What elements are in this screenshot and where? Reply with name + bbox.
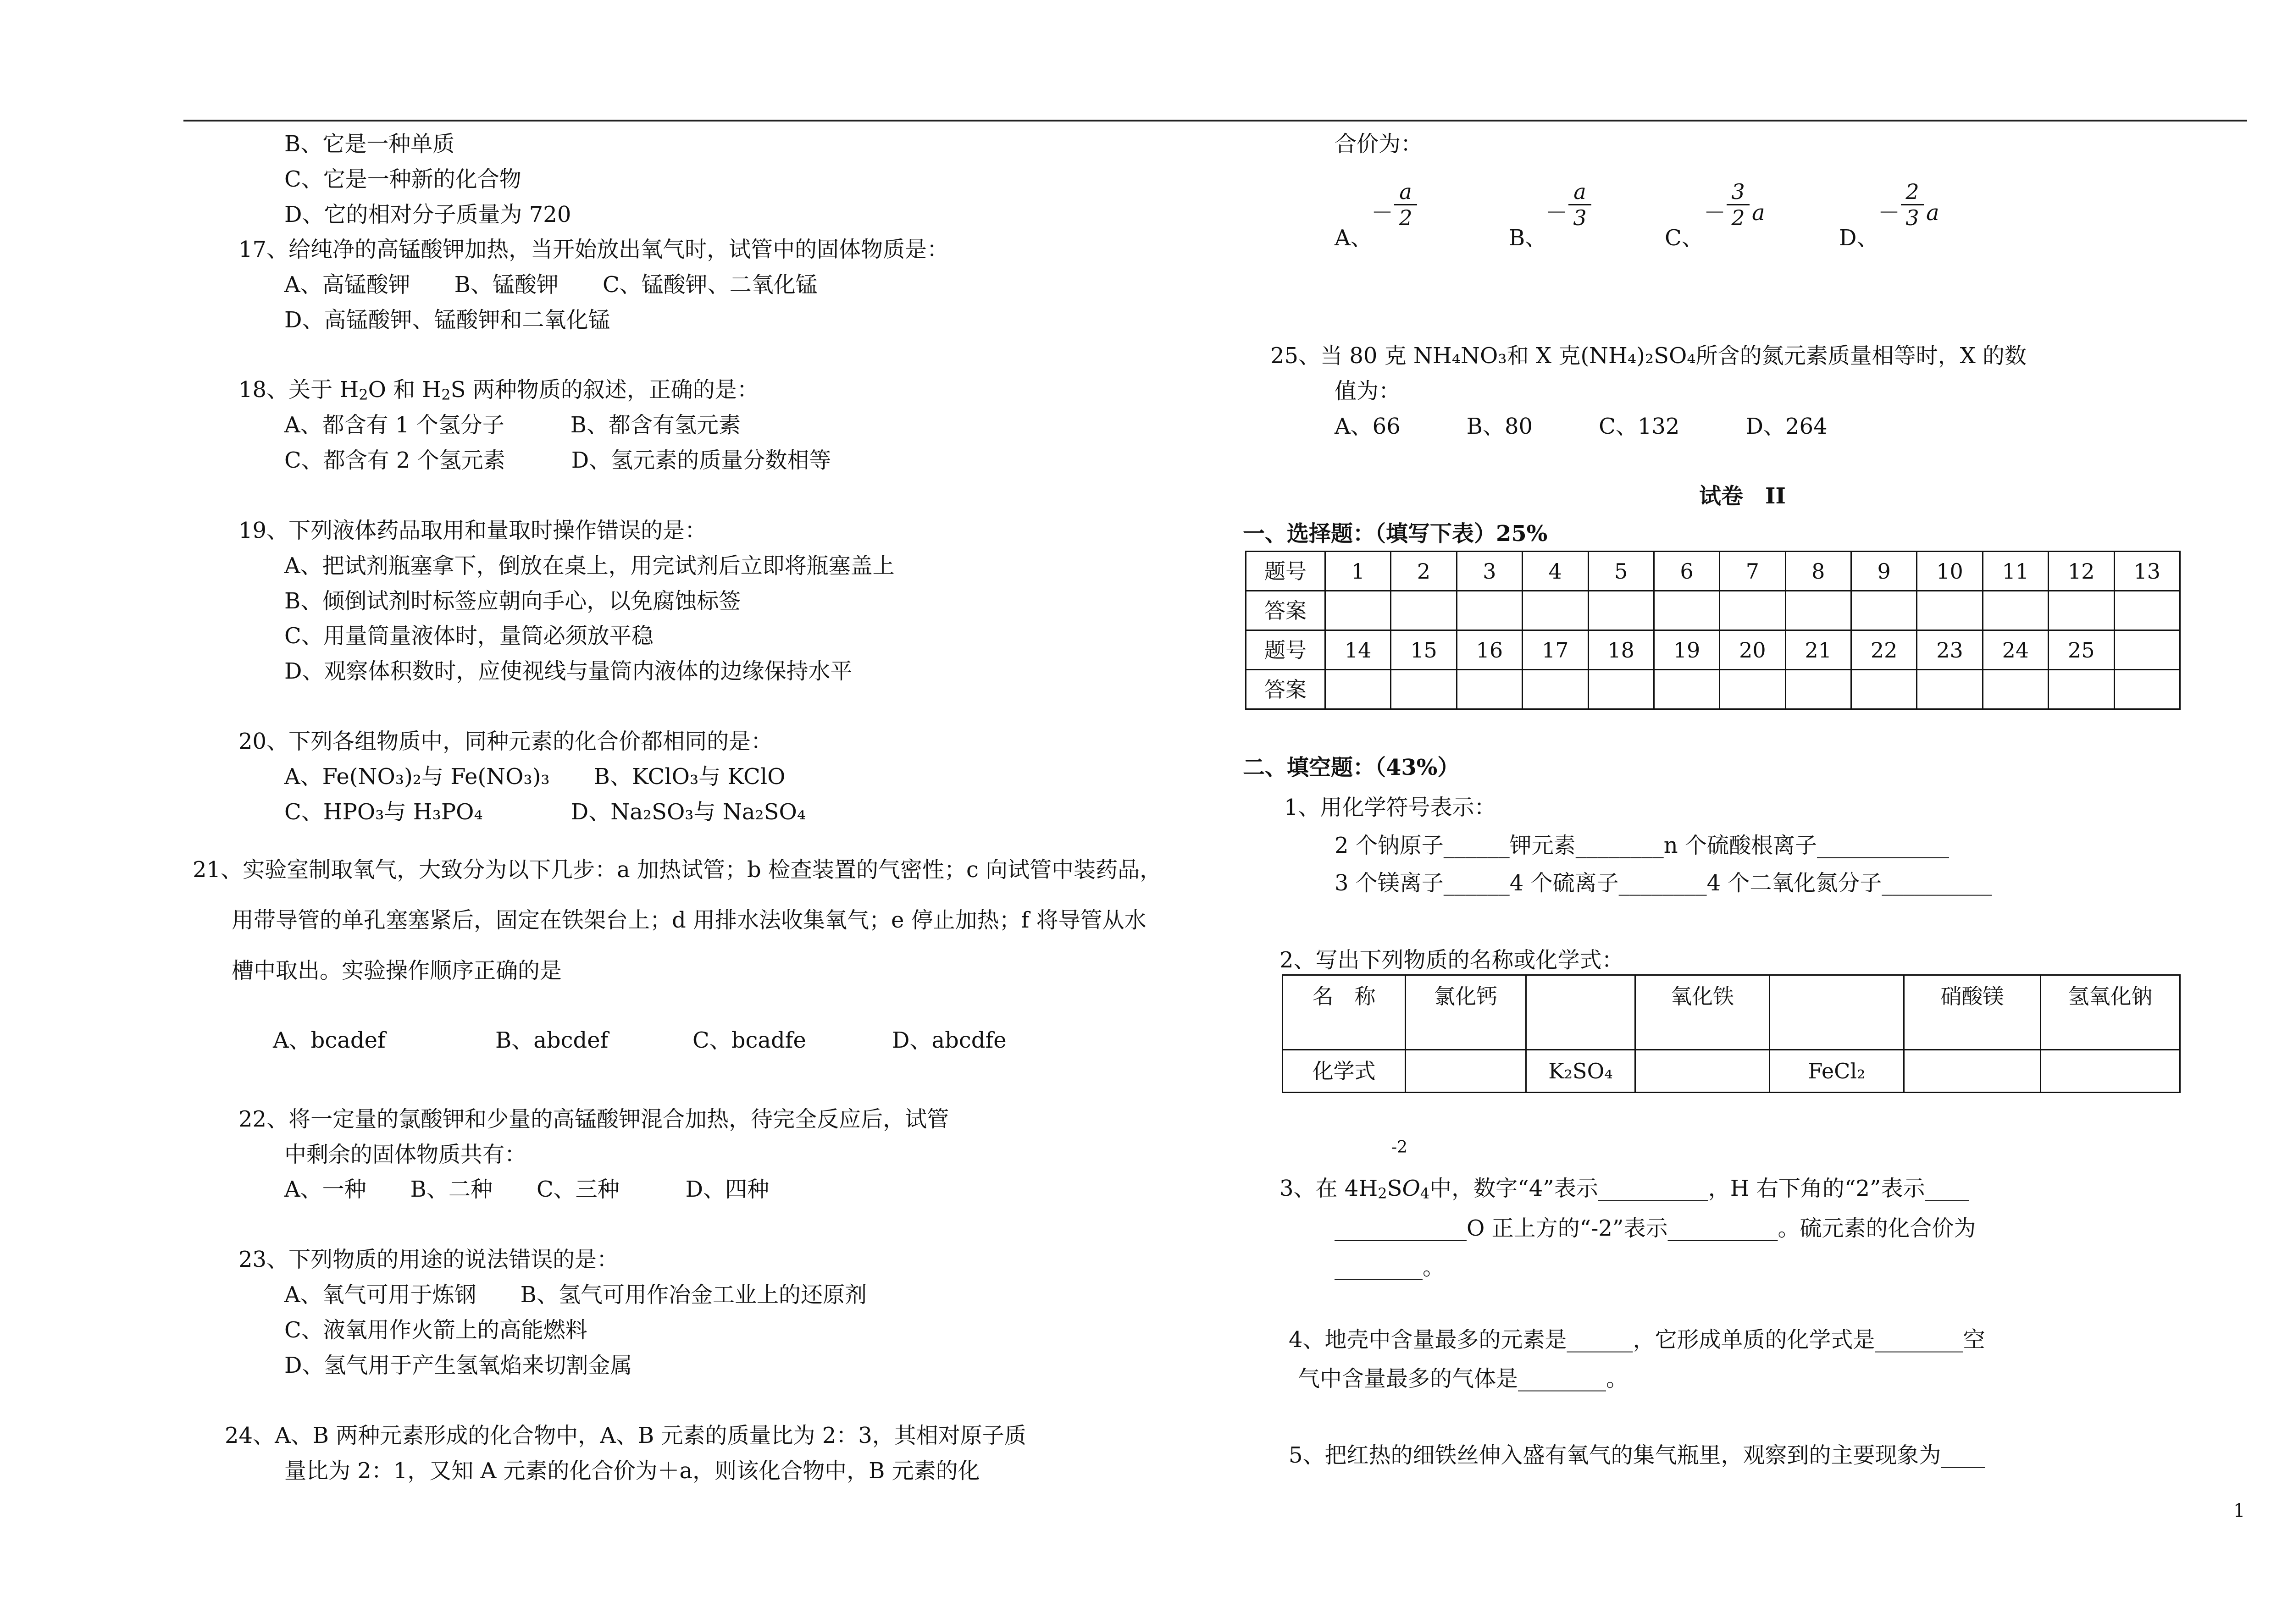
q24-option-b-sign: － [1545,200,1568,226]
formula-cell: FeCl₂ [1770,1050,1904,1093]
answer-cell[interactable] [1917,591,1983,630]
grid-number-cell: 22 [1851,630,1917,670]
formula-cell[interactable] [2041,1050,2180,1093]
fill-q3-charge-label: -2 [1391,1138,1408,1157]
formula-cell[interactable] [1406,1050,1526,1093]
formula-cell: K₂SO₄ [1526,1050,1635,1093]
names-formula-table [1282,974,2181,1093]
answer-cell[interactable] [1720,670,1785,709]
fill-q4-line2: 气中含量最多的气体是________。 [1298,1366,1628,1392]
grid-row-answers-1 [1246,591,2180,630]
grid-number-cell: 1 [1325,552,1391,591]
formula-cell[interactable] [1635,1050,1770,1093]
grid-number-cell: 3 [1457,552,1522,591]
grid-label-question: 题号 [1246,630,1325,670]
names-cell[interactable] [1526,975,1635,1050]
names-cell: 氯化钙 [1406,975,1526,1050]
q24-option-b-fraction: a 3 [1568,181,1591,228]
q23-options-line2: C、液氧用作火箭上的高能燃料 [284,1317,587,1343]
grid-number-cell: 21 [1785,630,1851,670]
q24-option-d-sign: － [1878,200,1900,226]
q24-option-d-fraction: 2 3 [1901,181,1924,228]
fill-q3-line3: ________。 [1335,1254,1445,1280]
formula-row [1283,1050,2180,1093]
q25-line2: 值为： [1335,378,1401,404]
q20-options-line2: C、HPO₃与 H₃PO₄ D、Na₂SO₃与 Na₂SO₄ [284,799,806,825]
grid-number-cell [2114,630,2180,670]
answer-cell[interactable] [1851,670,1917,709]
q17-options-line2: D、高锰酸钾、锰酸钾和二氧化锰 [284,307,610,333]
answer-cell[interactable] [1391,591,1457,630]
names-cell: 硝酸镁 [1904,975,2041,1050]
q19-option-c: C、用量筒量液体时，量筒必须放平稳 [284,623,654,649]
fill-q4-line1: 4、地壳中含量最多的元素是______，它形成单质的化学式是________空 [1289,1327,1985,1353]
formula-cell: 化学式 [1283,1050,1406,1093]
grid-label-answer: 答案 [1246,591,1325,630]
q17-stem: 17、给纯净的高锰酸钾加热，当开始放出氧气时，试管中的固体物质是： [238,237,949,262]
grid-row-question-numbers-2 [1246,630,2180,670]
answer-cell[interactable] [1523,670,1588,709]
q24-line1: 24、A、B 两种元素形成的化合物中，A、B 元素的质量比为 2：3，其相对原子质 [225,1423,1026,1448]
section-2-heading: 二、填空题：（43%） [1243,755,1460,780]
section-1-heading: 一、选择题：（填写下表）25% [1243,521,1548,547]
answer-cell[interactable] [1983,591,2048,630]
q23-options-line1: A、氧气可用于炼钢 B、氢气可用作冶金工业上的还原剂 [284,1282,867,1308]
grid-number-cell: 6 [1654,552,1719,591]
grid-number-cell: 17 [1523,630,1588,670]
q24-option-a-sign: － [1371,200,1394,226]
header-rule [183,120,2247,122]
q21-line1: 21、实验室制取氧气，大致分为以下几步：a 加热试管；b 检查装置的气密性；c 向试管中装药品， [193,857,1162,883]
grid-number-cell: 18 [1588,630,1654,670]
grid-row-answers-2 [1246,670,2180,709]
answer-cell[interactable] [1720,591,1785,630]
formula-cell[interactable] [1904,1050,2041,1093]
q22-options: A、一种 B、二种 C、三种 D、四种 [284,1177,770,1202]
answer-cell[interactable] [1391,670,1457,709]
q24-line2: 量比为 2：1，又知 A 元素的化合价为＋a，则该化合物中，B 元素的化 [284,1458,980,1484]
grid-number-cell: 16 [1457,630,1522,670]
q24-option-d-label: D、 [1839,225,1879,251]
page-number: 1 [2233,1500,2245,1521]
grid-number-cell: 8 [1785,552,1851,591]
q20-stem: 20、下列各组物质中，同种元素的化合价都相同的是： [238,729,773,754]
grid-number-cell: 15 [1391,630,1457,670]
answer-cell[interactable] [1983,670,2048,709]
answer-cell[interactable] [1457,591,1522,630]
names-cell: 氧化铁 [1635,975,1770,1050]
q21-line2: 用带导管的单孔塞塞紧后，固定在铁架台上；d 用排水法收集氧气；e 停止加热；f 将导管从水 [232,907,1146,933]
q17-options-line1: A、高锰酸钾 B、锰酸钾 C、锰酸钾、二氧化锰 [284,272,818,298]
names-row [1283,975,2180,1050]
fill-q3-line2: ____________O 正上方的“-2”表示__________。硫元素的化合价为 [1335,1215,1976,1241]
q24-option-a-fraction: a 2 [1394,181,1417,228]
answer-cell[interactable] [2049,591,2114,630]
q24-option-c-label: C、 [1665,225,1704,251]
q21-option-a: A、bcadef [273,1027,386,1053]
fill-q1-line1: 2 个钠原子______钾元素________n 个硫酸根离子____________ [1335,833,1949,858]
names-cell: 氢氧化钠 [2041,975,2180,1050]
grid-number-cell: 5 [1588,552,1654,591]
grid-number-cell: 4 [1523,552,1588,591]
grid-row-question-numbers-1 [1246,552,2180,591]
answer-cell[interactable] [1654,591,1719,630]
q22-line2: 中剩余的固体物质共有： [284,1142,527,1167]
q19-stem: 19、下列液体药品取用和量取时操作错误的是： [238,518,707,543]
names-cell[interactable] [1770,975,1904,1050]
q21-option-d: D、abcdfe [892,1027,1007,1053]
q24-option-c-sign: － [1704,200,1726,226]
q24-option-a-label: A、 [1335,225,1373,251]
grid-label-answer: 答案 [1246,670,1325,709]
answer-cell[interactable] [1785,670,1851,709]
q24-continuation: 合价为： [1335,131,1423,157]
q21-option-c: C、bcadfe [692,1027,806,1053]
q20-options-line1: A、Fe(NO₃)₂与 Fe(NO₃)₃ B、KClO₃与 KClO [284,764,786,790]
grid-number-cell: 11 [1983,552,2048,591]
grid-label-question: 题号 [1246,552,1325,591]
names-cell: 名 称 [1283,975,1406,1050]
grid-number-cell: 19 [1654,630,1719,670]
answer-cell[interactable] [2049,670,2114,709]
q24-option-c-var: a [1752,200,1765,226]
grid-number-cell: 10 [1917,552,1983,591]
answer-cell[interactable] [2114,591,2180,630]
q23-stem: 23、下列物质的用途的说法错误的是： [238,1247,619,1272]
q18-options-line1: A、都含有 1 个氢分子 B、都含有氢元素 [284,412,741,438]
grid-number-cell: 2 [1391,552,1457,591]
answer-cell[interactable] [1588,670,1654,709]
answer-cell[interactable] [2114,670,2180,709]
grid-number-cell: 7 [1720,552,1785,591]
answer-cell[interactable] [1785,591,1851,630]
answer-cell[interactable] [1325,670,1391,709]
fill-q5-line1: 5、把红热的细铁丝伸入盛有氧气的集气瓶里，观察到的主要现象为____ [1289,1442,1985,1468]
grid-number-cell: 12 [2049,552,2114,591]
fill-q3-line1: 3、在 $4H_2SO_4$中，数字“4”表示__________，H 右下角的“2”表示____ [1279,1176,1969,1202]
answer-cell[interactable] [1917,670,1983,709]
fill-q1-stem: 1、用化学符号表示： [1284,795,1496,820]
q16-option-c: C、它是一种新的化合物 [284,166,521,192]
answer-cell[interactable] [1851,591,1917,630]
grid-number-cell: 25 [2049,630,2114,670]
answer-cell[interactable] [1588,591,1654,630]
paper-ii-title: 试卷 II [1699,483,1786,509]
q21-line3: 槽中取出。实验操作顺序正确的是 [232,958,562,983]
answer-cell[interactable] [1325,591,1391,630]
q24-option-b-label: B、 [1509,225,1547,251]
q16-option-d: D、它的相对分子质量为 720 [284,202,571,227]
q18-stem: 18、关于 $H_2O$ 和 $H_2S$ 两种物质的叙述，正确的是： [238,377,759,403]
fill-q1-line2: 3 个镁离子______4 个硫离子________4 个二氧化氮分子__________ [1335,870,1992,896]
q16-option-b: B、它是一种单质 [284,131,455,157]
grid-number-cell: 13 [2114,552,2180,591]
q22-line1: 22、将一定量的氯酸钾和少量的高锰酸钾混合加热，待完全反应后，试管 [238,1106,949,1132]
q19-option-a: A、把试剂瓶塞拿下，倒放在桌上，用完试剂后立即将瓶塞盖上 [284,553,895,579]
answer-grid-table [1245,551,2181,710]
answer-cell[interactable] [1523,591,1588,630]
grid-number-cell: 20 [1720,630,1785,670]
q19-option-d: D、观察体积数时，应使视线与量筒内液体的边缘保持水平 [284,658,853,684]
q25-line1: 25、当 80 克 NH₄NO₃和 X 克(NH₄)₂SO₄所含的氮元素质量相等时，X 的数 [1270,343,2027,369]
q24-option-d-var: a [1926,200,1939,226]
grid-number-cell: 24 [1983,630,2048,670]
q21-option-b: B、abcdef [495,1027,609,1053]
grid-number-cell: 23 [1917,630,1983,670]
answer-cell[interactable] [1654,670,1719,709]
q24-option-c-fraction: 3 2 [1727,181,1750,228]
grid-number-cell: 14 [1325,630,1391,670]
answer-cell[interactable] [1457,670,1522,709]
q25-options: A、66 B、80 C、132 D、264 [1335,414,1828,439]
q19-option-b: B、倾倒试剂时标签应朝向手心，以免腐蚀标签 [284,588,741,614]
fill-q2-stem: 2、写出下列物质的名称或化学式： [1279,947,1624,973]
q18-options-line2: C、都含有 2 个氢元素 D、氢元素的质量分数相等 [284,447,831,473]
grid-number-cell: 9 [1851,552,1917,591]
q23-options-line3: D、氢气用于产生氢氧焰来切割金属 [284,1353,632,1378]
